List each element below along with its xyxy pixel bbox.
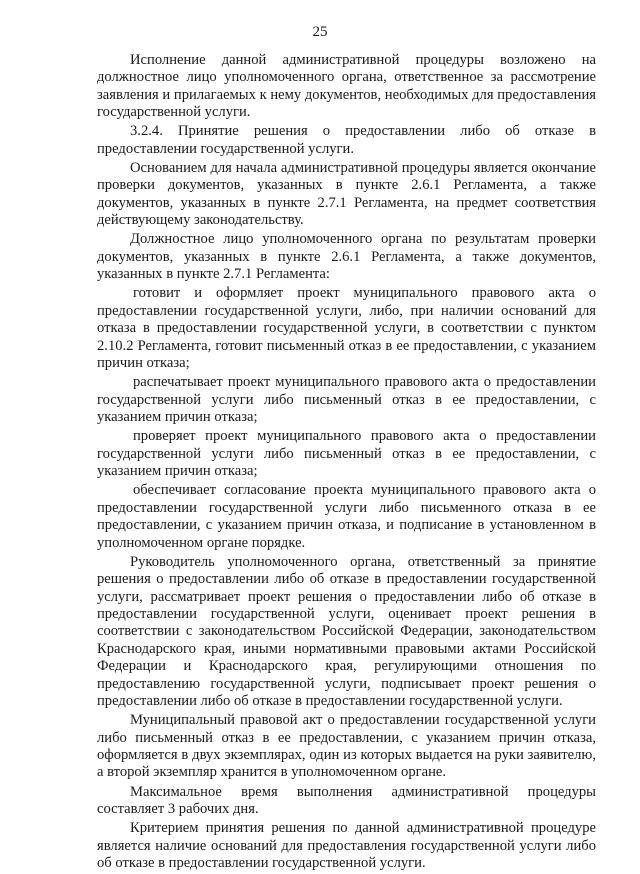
paragraph-official-results: Должностное лицо уполномоченного органа по результатам проверки документов, указанных в пункте 2.6.1 Регламента, а также документов, указанных в пункте 2.7.1 Регламента: — [97, 231, 596, 283]
paragraph-executor: Исполнение данной административной процедуры возложено на должностное лицо уполномоченного органа, ответственное за рассмотрение заявления и прилагаемых к нему документов, необходимых для предоставления государственной услуги. — [97, 52, 596, 121]
paragraph-section-3-2-4: 3.2.4. Принятие решения о предоставлении либо об отказе в предоставлении государственной услуги. — [97, 123, 596, 157]
paragraph-criterion: Критерием принятия решения по данной административной процедуре является наличие оснований для предоставления государственной услуги либо об отказе в предоставлении государственной услуги. — [97, 820, 596, 872]
paragraph-head-decision: Руководитель уполномоченного органа, ответственный за принятие решения о предоставлении либо об отказе в предоставлении государственной услуги, рассматривает проект решения о предоставлении либо об отказе в предоставлении государственной услуги, оценивает проект решения в соответствии с законодательством Российской Федерации, законодательством Краснодарского края, иными нормативными правовыми актами Российской Федерации и Краснодарского края, регулирующими отношения по предоставлению государственной услуги, подписывает проект решения о предоставлении либо об отказе в предоставлении государственной услуги. — [97, 553, 596, 709]
paragraph-prints-draft: распечатывает проект муниципального правового акта о предоставлении государственной услуги либо письменный отказ в ее предоставлении, с указанием причин отказа; — [97, 374, 596, 426]
paragraph-ensures-approval: обеспечивает согласование проекта муниципального правового акта о предоставлении государственной услуги либо письменного отказа в ее предоставлении, с указанием причин отказа, и подписание в установленном в уполномоченном органе порядке. — [97, 482, 596, 551]
paragraph-legal-act: Муниципальный правовой акт о предоставлении государственной услуги либо письменный отказ в ее предоставлении, с указанием причин отказа, оформляется в двух экземплярах, один из которых выдается на руки заявителю, а второй экземпляр хранится в уполномоченном органе. — [97, 712, 596, 781]
paragraph-basis: Основанием для начала административной процедуры является окончание проверки документов, указанных в пункте 2.6.1 Регламента, а также документов, указанных в пункте 2.7.1 Регламента, на предмет соответствия действующему законодательству. — [97, 160, 596, 229]
document-body — [97, 52, 596, 874]
page-number: 25 — [312, 24, 328, 40]
paragraph-max-time: Максимальное время выполнения административной процедуры составляет 3 рабочих дня. — [97, 783, 596, 818]
paragraph-prepares-draft: готовит и оформляет проект муниципального правового акта о предоставлении государственной услуги, либо, при наличии оснований для отказа в предоставлении государственной услуги, в соответствии с пунктом 2.10.2 Регламента, готовит письменный отказ в ее предоставлении, с указанием причин отказа; — [97, 285, 596, 372]
paragraph-checks-draft: проверяет проект муниципального правового акта о предоставлении государственной услуги либо письменный отказ в ее предоставлении, с указанием причин отказа; — [97, 428, 596, 480]
